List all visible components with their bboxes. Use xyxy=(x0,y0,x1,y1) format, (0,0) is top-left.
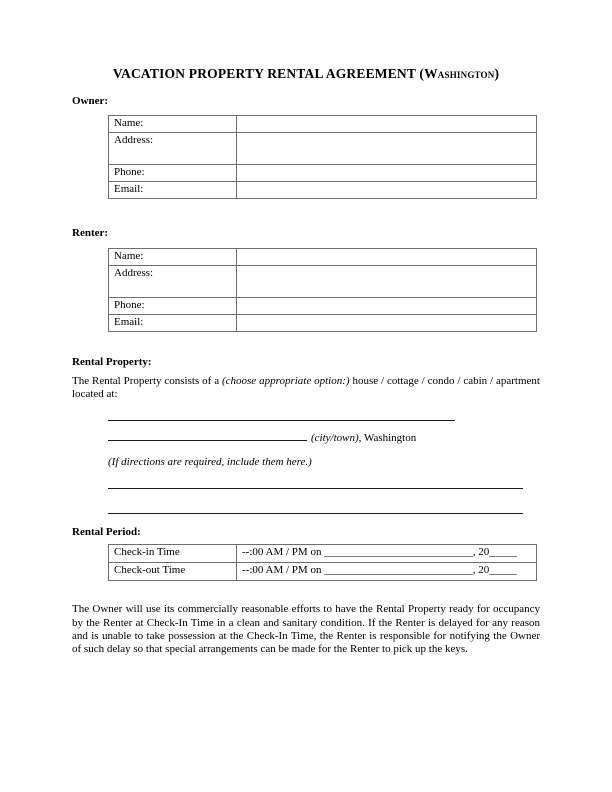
renter-heading: Renter: xyxy=(72,227,109,240)
owner-name-label: Name: xyxy=(109,116,237,133)
renter-phone-field[interactable] xyxy=(237,297,537,314)
table-row xyxy=(109,248,537,265)
owner-phone-label: Phone: xyxy=(109,165,237,182)
title-close: ) xyxy=(494,66,500,81)
owner-address-field[interactable] xyxy=(237,133,537,165)
city-town-blank-line[interactable] xyxy=(108,440,307,441)
owner-email-label: Email: xyxy=(109,182,237,199)
directions-blank-line-2[interactable] xyxy=(108,513,523,514)
city-town-label: (city/town) xyxy=(311,432,359,445)
city-town-line xyxy=(108,432,540,445)
table-row xyxy=(109,297,537,314)
table-row xyxy=(109,545,537,563)
check-out-time-field[interactable]: --:00 AM / PM on ___________________________, 20_____ xyxy=(237,563,537,581)
owner-email-field[interactable] xyxy=(237,182,537,199)
renter-address-field[interactable] xyxy=(237,265,537,297)
title-main: VACATION PROPERTY RENTAL AGREEMENT ( xyxy=(112,66,425,81)
renter-phone-label: Phone: xyxy=(109,297,237,314)
renter-name-field[interactable] xyxy=(237,248,537,265)
owner-address-label: Address: xyxy=(109,133,237,165)
intro-text-2: house / cottage / condo / cabin / apartment located at: xyxy=(72,374,540,401)
table-row xyxy=(109,133,537,165)
table-row xyxy=(109,563,537,581)
intro-text-1: The Rental Property consists of a xyxy=(72,374,222,387)
table-row xyxy=(109,182,537,199)
check-in-time-field[interactable]: --:00 AM / PM on ___________________________, 20_____ xyxy=(237,545,537,563)
renter-table xyxy=(108,248,537,332)
table-row xyxy=(109,165,537,182)
state-suffix: , Washington xyxy=(358,432,417,445)
rental-period-heading: Rental Period: xyxy=(72,526,141,539)
check-in-time-label: Check-in Time xyxy=(109,545,237,563)
owner-phone-field[interactable] xyxy=(237,165,537,182)
table-row xyxy=(109,314,537,331)
renter-name-label: Name: xyxy=(109,248,237,265)
rental-property-intro xyxy=(72,375,540,402)
renter-email-label: Email: xyxy=(109,314,237,331)
renter-address-label: Address: xyxy=(109,265,237,297)
check-out-time-label: Check-out Time xyxy=(109,563,237,581)
table-row xyxy=(109,265,537,297)
title-state: Washington xyxy=(424,66,495,81)
renter-email-field[interactable] xyxy=(237,314,537,331)
table-row xyxy=(109,116,537,133)
owner-table xyxy=(108,115,537,199)
directions-note: (If directions are required, include them here.) xyxy=(108,455,312,468)
owner-heading: Owner: xyxy=(72,95,109,107)
document-title xyxy=(72,66,540,82)
check-in-terms-paragraph: The Owner will use its commercially reasonable efforts to have the Rental Property ready for occupancy by the Renter at Check-In Time in a clean and sanitary condition. If the Renter is delayed for any reason and is unable to take possession at the Check-In Time, the Renter is responsible for notifying the Owner of such delay so that special arrangements can be made for the Renter to pick up the keys. xyxy=(72,603,540,656)
rental-period-table xyxy=(108,544,537,581)
directions-blank-line-1[interactable] xyxy=(108,488,523,489)
property-address-blank-line[interactable] xyxy=(108,420,455,421)
owner-name-field[interactable] xyxy=(237,116,537,133)
rental-property-heading: Rental Property: xyxy=(72,355,152,368)
intro-option-note: (choose appropriate option:) xyxy=(221,374,350,387)
